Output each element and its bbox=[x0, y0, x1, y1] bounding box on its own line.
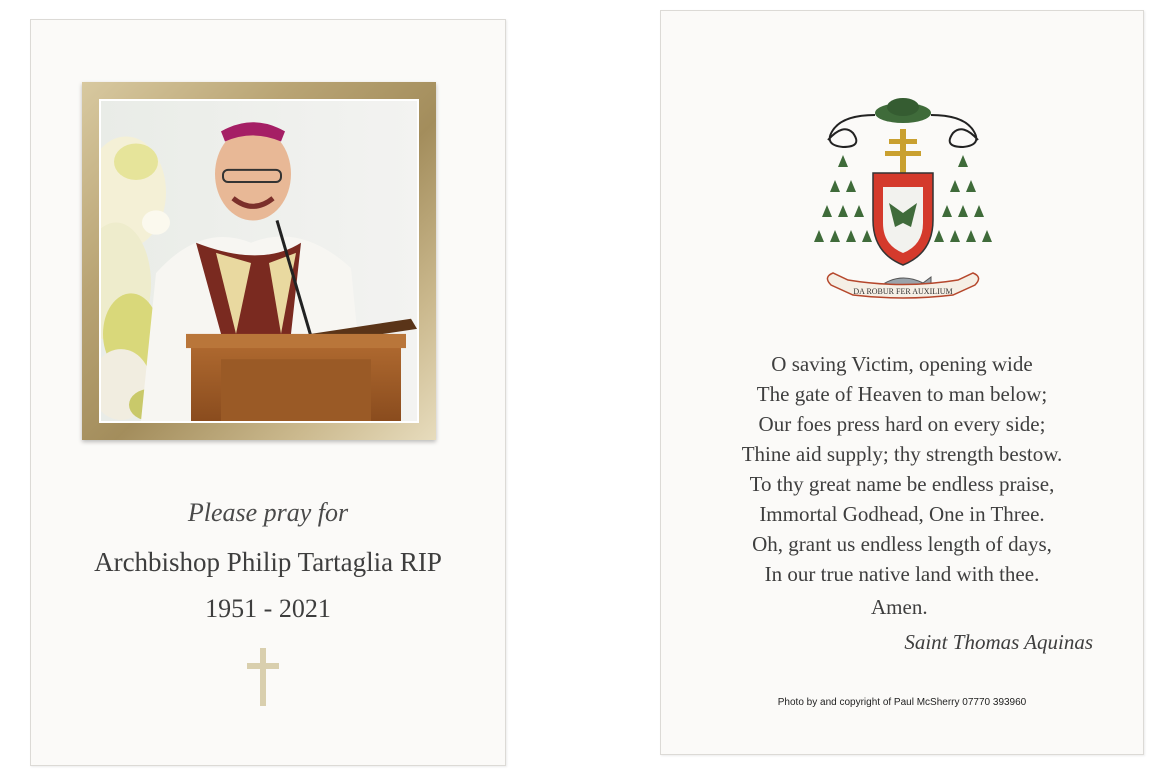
amen-text: Amen. bbox=[871, 595, 928, 619]
hymn-line: Our foes press hard on every side; bbox=[758, 412, 1046, 436]
hymn-line: Immortal Godhead, One in Three. bbox=[759, 502, 1045, 526]
photo-frame bbox=[82, 82, 436, 440]
archbishop-photo bbox=[101, 101, 417, 421]
hymn-line: In our true native land with thee. bbox=[764, 562, 1040, 586]
coat-of-arms-icon bbox=[813, 95, 993, 307]
cross-icon bbox=[245, 648, 281, 706]
front-card bbox=[30, 19, 506, 766]
hymn-line: The gate of Heaven to man below; bbox=[756, 382, 1048, 406]
hymn-line: O saving Victim, opening wide bbox=[771, 352, 1033, 376]
photo-mat bbox=[99, 99, 419, 423]
hymn-line: To thy great name be endless praise, bbox=[749, 472, 1055, 496]
photo-credit: Photo by and copyright of Paul McSherry 07770 393960 bbox=[777, 697, 1027, 708]
pray-for-text: Please pray for bbox=[187, 498, 349, 527]
hymn-attribution: Saint Thomas Aquinas bbox=[904, 630, 1093, 654]
back-card bbox=[660, 10, 1144, 755]
life-years: 1951 - 2021 bbox=[205, 594, 331, 623]
svg-text:DA ROBUR FER AUXILIUM: DA ROBUR FER AUXILIUM bbox=[853, 287, 953, 296]
hymn-line: Oh, grant us endless length of days, bbox=[752, 532, 1052, 556]
hymn-text bbox=[661, 349, 1143, 589]
deceased-name: Archbishop Philip Tartaglia RIP bbox=[94, 547, 442, 577]
hymn-line: Thine aid supply; thy strength bestow. bbox=[741, 442, 1063, 466]
